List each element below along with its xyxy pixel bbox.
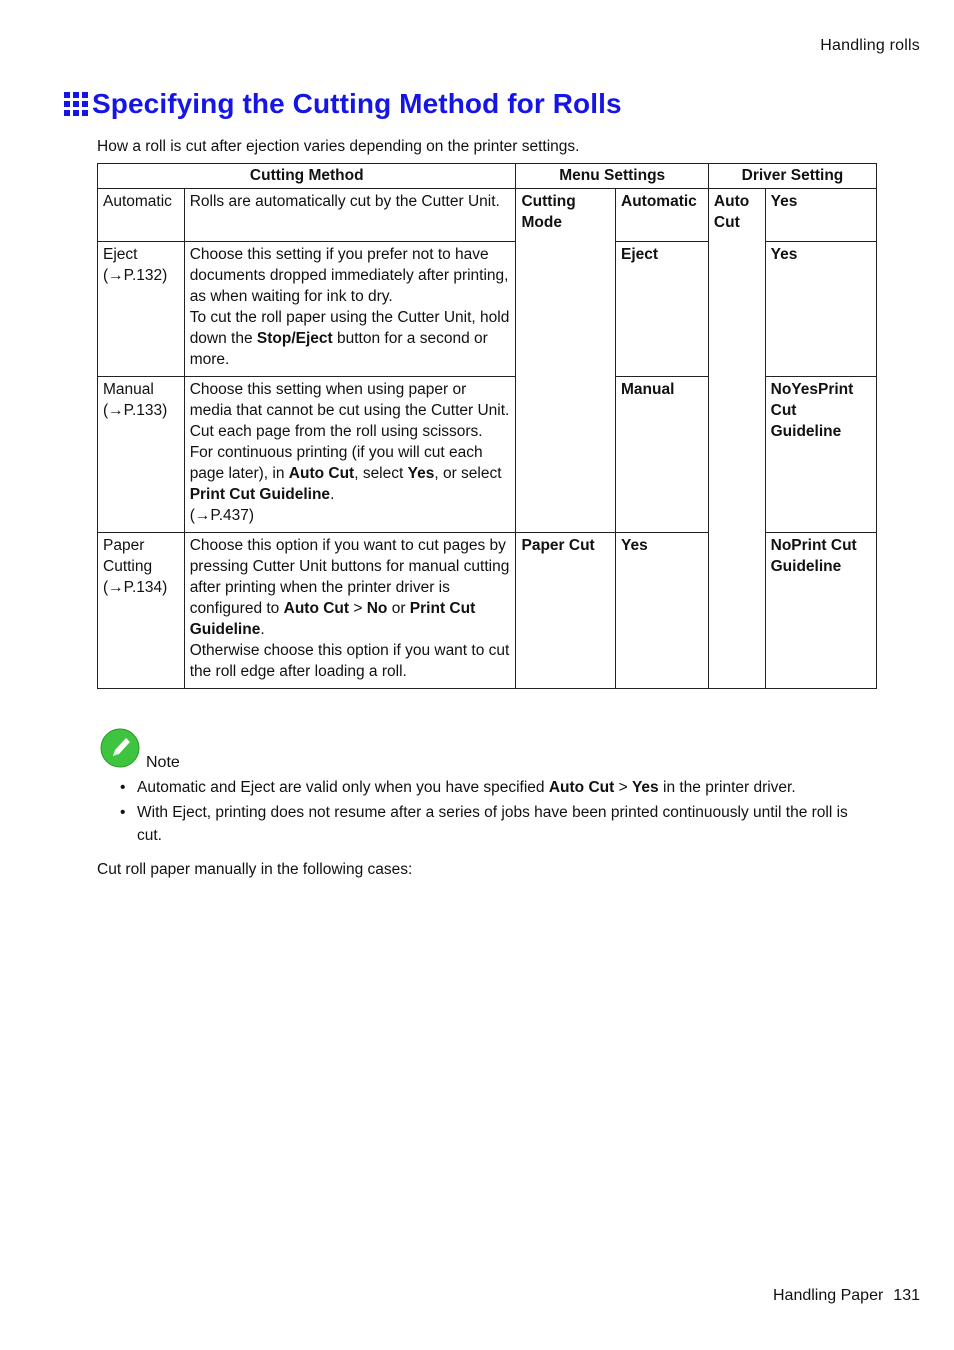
note-list	[120, 776, 850, 849]
header-cutting-method: Cutting Method	[98, 164, 516, 189]
menu-label-cell: Cutting Mode	[516, 189, 616, 533]
section-title-row	[64, 88, 622, 120]
description-cell: Choose this setting when using paper or media that cannot be cut using the Cutter Unit. Cut each page from the roll using scissors. For continuous printing (if you will cut each page later), in Auto Cut, select Yes, or select Print Cut Guideline. (→P.437)	[184, 377, 516, 533]
page-number: 131	[893, 1287, 920, 1304]
list-item: • Automatic and Eject are valid only when you have specified Auto Cut > Yes in the printer driver.	[120, 776, 850, 799]
body-text: Cut roll paper manually in the following cases:	[97, 861, 413, 878]
header-menu-settings: Menu Settings	[516, 164, 708, 189]
page-footer	[763, 1287, 920, 1305]
driver-label-cell: Auto Cut	[708, 189, 765, 689]
note-label: Note	[146, 754, 180, 771]
menu-value-cell: Eject	[616, 242, 709, 377]
intro-text: How a roll is cut after ejection varies depending on the printer settings.	[97, 138, 580, 155]
description-cell: Rolls are automatically cut by the Cutter Unit.	[184, 189, 516, 242]
section-grid-icon	[64, 92, 88, 116]
method-cell: Automatic	[98, 189, 185, 242]
method-cell: Manual (→P.133)	[98, 377, 185, 533]
menu-value-cell: Manual	[616, 377, 709, 533]
note-block	[100, 728, 180, 773]
menu-value-cell: Yes	[616, 533, 709, 689]
method-cell: Eject (→P.132)	[98, 242, 185, 377]
cutting-method-table	[97, 163, 877, 689]
description-cell: Choose this setting if you prefer not to have documents dropped immediately after printing, as when waiting for ink to dry. To cut the roll paper using the Cutter Unit, hold down the Stop/Eject button for a second or more.	[184, 242, 516, 377]
method-cell: Paper Cutting (→P.134)	[98, 533, 185, 689]
menu-label-cell: Paper Cut	[516, 533, 616, 689]
running-header: Handling rolls	[820, 37, 920, 54]
driver-value-cell: Yes	[765, 242, 876, 377]
list-item: • With Eject, printing does not resume after a series of jobs have been printed continuously until the roll is cut.	[120, 801, 850, 847]
page-title: Specifying the Cutting Method for Rolls	[92, 88, 622, 119]
driver-value-cell: NoPrint Cut Guideline	[765, 533, 876, 689]
table-header-row	[98, 164, 877, 189]
table-row	[98, 189, 877, 242]
description-cell: Choose this option if you want to cut pages by pressing Cutter Unit buttons for manual cutting after printing when the printer driver is configured to Auto Cut > No or Print Cut Guideline. Otherwise choose this option if you want to cut the roll edge after loading a roll.	[184, 533, 516, 689]
menu-value-cell: Automatic	[616, 189, 709, 242]
footer-chapter: Handling Paper	[773, 1287, 884, 1304]
driver-value-cell: NoYesPrint Cut Guideline	[765, 377, 876, 533]
pencil-note-icon	[100, 728, 140, 768]
header-driver-setting: Driver Setting	[708, 164, 876, 189]
driver-value-cell: Yes	[765, 189, 876, 242]
